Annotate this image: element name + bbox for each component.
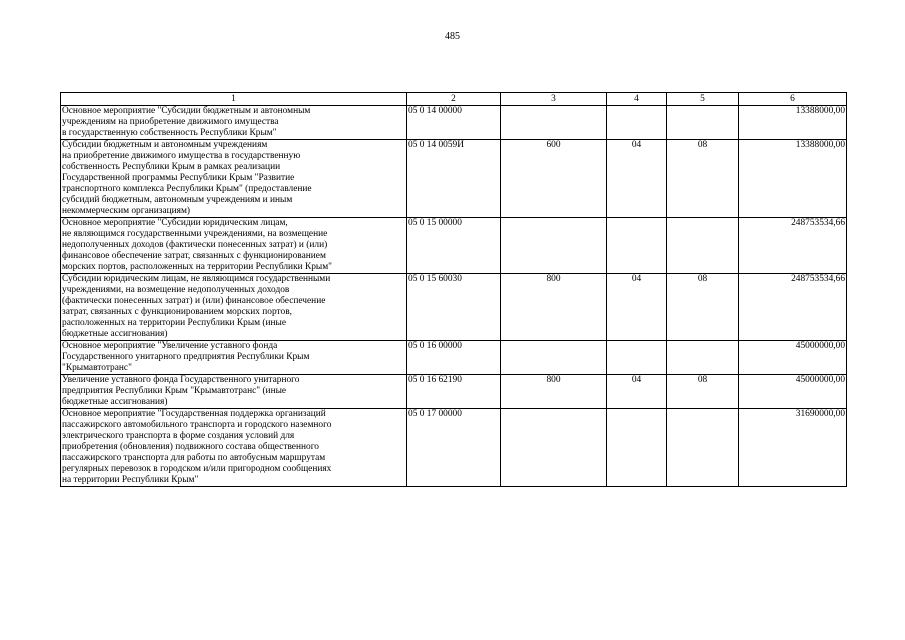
row-name: Основное мероприятие "Увеличение уставного фонда Государственного унитарного предприятия Республики Крым "Крымавтотранс" — [61, 341, 407, 375]
row-pr: 08 — [667, 375, 739, 409]
table-row — [61, 274, 847, 341]
row-code: 05 0 16 00000 — [407, 341, 501, 375]
column-header-rz: 4 — [607, 93, 667, 106]
row-code: 05 0 14 0059И — [407, 140, 501, 218]
row-code: 05 0 15 60030 — [407, 274, 501, 341]
column-header-code: 2 — [407, 93, 501, 106]
row-rz — [607, 341, 667, 375]
row-rz — [607, 409, 667, 487]
column-header-pr: 5 — [667, 93, 739, 106]
row-amount: 45000000,00 — [739, 341, 847, 375]
table-row — [61, 409, 847, 487]
header-row — [61, 93, 847, 106]
row-vr — [501, 218, 607, 274]
row-rz — [607, 106, 667, 140]
row-name: Увеличение уставного фонда Государственного унитарного предприятия Республики Крым "Крымавтотранс" (иные бюджетные ассигнования) — [61, 375, 407, 409]
row-vr — [501, 341, 607, 375]
row-code: 05 0 17 00000 — [407, 409, 501, 487]
row-code: 05 0 15 00000 — [407, 218, 501, 274]
row-code: 05 0 16 62190 — [407, 375, 501, 409]
row-pr — [667, 409, 739, 487]
row-amount: 248753534,66 — [739, 218, 847, 274]
table-row — [61, 375, 847, 409]
row-name: Основное мероприятие "Субсидии юридическим лицам, не являющимся государственными учреждениями, на возмещение недополученных доходов (фактически понесенных затрат) и (или) финансовое обеспечение затрат, связанных с функционированием морских портов, расположенных на территории Республики Крым" — [61, 218, 407, 274]
table-row — [61, 341, 847, 375]
table-row — [61, 140, 847, 218]
row-vr — [501, 409, 607, 487]
row-vr — [501, 106, 607, 140]
column-header-amount: 6 — [739, 93, 847, 106]
row-amount: 13388000,00 — [739, 106, 847, 140]
page-number: 485 — [445, 31, 460, 42]
row-pr — [667, 218, 739, 274]
row-name: Основное мероприятие "Государственная поддержка организаций пассажирского автомобильного транспорта и городского наземного электрического транспорта в форме создания условий для приобретения (обновления) подвижного состава общественного пассажирского транспорта для работы по автобусным маршрутам регулярных перевозок в городском и/или пригородном сообщениях на территории Республики Крым" — [61, 409, 407, 487]
row-pr: 08 — [667, 140, 739, 218]
row-rz: 04 — [607, 375, 667, 409]
row-amount: 31690000,00 — [739, 409, 847, 487]
column-header-vr: 3 — [501, 93, 607, 106]
row-pr — [667, 341, 739, 375]
row-pr: 08 — [667, 274, 739, 341]
column-header-name: 1 — [61, 93, 407, 106]
row-rz: 04 — [607, 274, 667, 341]
row-name: Субсидии бюджетным и автономным учреждениям на приобретение движимого имущества в государственную собственность Республики Крым в рамках реализации Государственной программы Республики Крым "Развитие транспортного комплекса Республики Крым" (предоставление субсидий бюджетным, автономным учреждениям и иным некоммерческим организациям) — [61, 140, 407, 218]
table-row — [61, 218, 847, 274]
row-rz — [607, 218, 667, 274]
table-row — [61, 106, 847, 140]
row-amount: 45000000,00 — [739, 375, 847, 409]
row-code: 05 0 14 00000 — [407, 106, 501, 140]
row-amount: 13388000,00 — [739, 140, 847, 218]
row-vr: 800 — [501, 274, 607, 341]
row-pr — [667, 106, 739, 140]
row-vr: 600 — [501, 140, 607, 218]
row-vr: 800 — [501, 375, 607, 409]
row-name: Основное мероприятие "Субсидии бюджетным и автономным учреждениям на приобретение движимого имущества в государственную собственность Республики Крым" — [61, 106, 407, 140]
row-amount: 248753534,66 — [739, 274, 847, 341]
budget-table — [60, 92, 847, 487]
row-name: Субсидии юридическим лицам, не являющимся государственными учреждениями, на возмещение недополученных доходов (фактически понесенных затрат) и (или) финансовое обеспечение затрат, связанных с функционированием морских портов, расположенных на территории Республики Крым (иные бюджетные ассигнования) — [61, 274, 407, 341]
row-rz: 04 — [607, 140, 667, 218]
